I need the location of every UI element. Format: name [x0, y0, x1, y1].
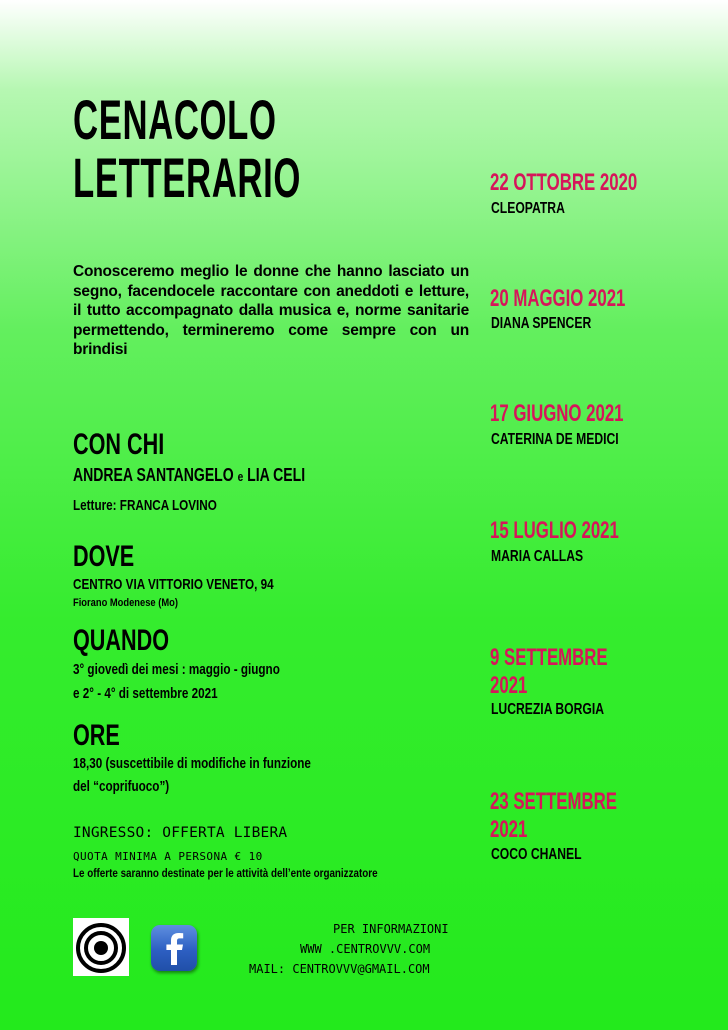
quando-heading: QUANDO — [73, 624, 170, 657]
schedule-name-4: MARIA CALLAS — [491, 548, 584, 565]
ore-line-1: 18,30 (suscettibile di modifiche in funzione — [73, 755, 311, 772]
quando-line-2: e 2° - 4° di settembre 2021 — [73, 685, 218, 702]
offerte-note: Le offerte saranno destinate per le attività dell’ente organizzatore — [73, 866, 378, 880]
quando-line-1: 3° giovedì dei mesi : maggio - giugno — [73, 661, 280, 678]
schedule-date-5-line-2: 2021 — [490, 672, 528, 699]
title-line-1: CENACOLO — [73, 88, 277, 151]
schedule-date-3: 17 GIUGNO 2021 — [490, 400, 624, 427]
performer-1: ANDREA SANTANGELO — [73, 465, 234, 485]
schedule-date-6-line-2: 2021 — [490, 816, 528, 843]
address: CENTRO VIA VITTORIO VENETO, 94 — [73, 576, 274, 593]
schedule-name-1: CLEOPATRA — [491, 200, 565, 217]
schedule-name-6: COCO CHANEL — [491, 846, 582, 863]
letture-line: Letture: FRANCA LOVINO — [73, 497, 217, 514]
schedule-date-6-line-1: 23 SETTEMBRE — [490, 788, 617, 815]
conjunction: e — [237, 469, 244, 484]
info-heading: PER INFORMAZIONI — [333, 922, 449, 936]
dove-heading: DOVE — [73, 540, 135, 573]
event-description: Conosceremo meglio le donne che hanno lasciato un segno, facendocele raccontare con aneddoti e letture, il tutto accompagnato dalla musica e, norme sanitarie permettendo, termineremo come sempre con un brindisi — [73, 263, 469, 359]
schedule-date-2: 20 MAGGIO 2021 — [490, 285, 626, 312]
performers-line — [73, 465, 305, 487]
ingresso-label: INGRESSO: OFFERTA LIBERA — [73, 825, 288, 841]
title-line-2: LETTERARIO — [73, 146, 302, 209]
email-link[interactable]: MAIL: CENTROVVV@GMAIL.COM — [249, 962, 430, 976]
schedule-name-2: DIANA SPENCER — [491, 315, 592, 332]
schedule-date-5-line-1: 9 SETTEMBRE — [490, 644, 608, 671]
schedule-name-5: LUCREZIA BORGIA — [491, 701, 605, 718]
con-chi-heading: CON CHI — [73, 428, 165, 461]
ore-heading: ORE — [73, 719, 120, 752]
city: Fiorano Modenese (Mo) — [73, 597, 178, 609]
website-link[interactable]: WWW .CENTROVVV.COM — [300, 942, 431, 956]
facebook-icon[interactable] — [151, 925, 197, 971]
schedule-date-1: 22 OTTOBRE 2020 — [490, 169, 638, 196]
schedule-date-4: 15 LUGLIO 2021 — [490, 517, 619, 544]
schedule-name-3: CATERINA DE MEDICI — [491, 431, 619, 448]
ore-line-2: del “coprifuoco”) — [73, 778, 170, 795]
performer-2: LIA CELI — [247, 465, 306, 485]
quota-minima: QUOTA MINIMA A PERSONA € 10 — [73, 850, 263, 863]
concentric-circles-logo-icon — [73, 918, 129, 976]
